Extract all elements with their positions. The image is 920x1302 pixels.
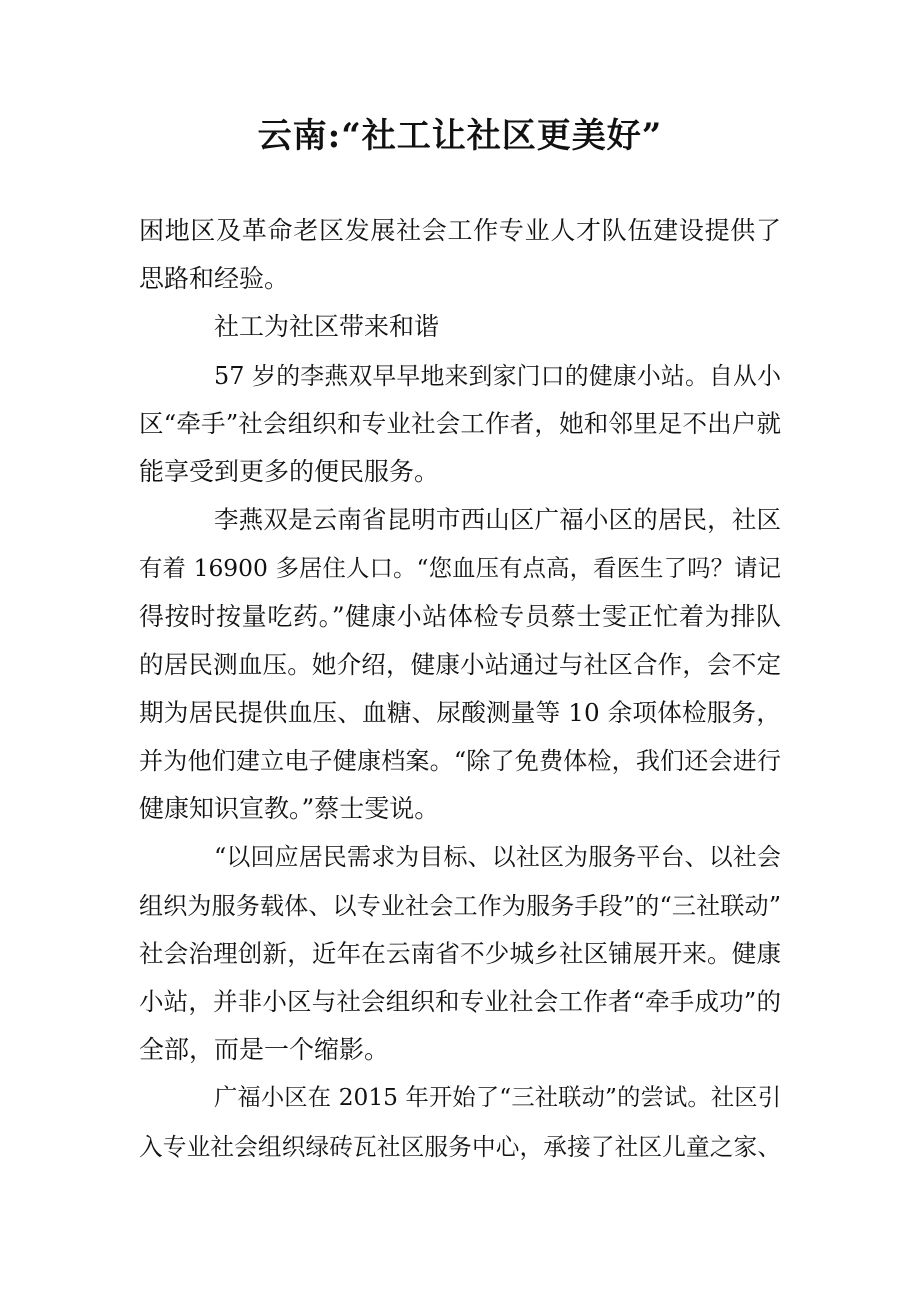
- text-line: 区“牵手”社会组织和专业社会工作者，她和邻里足不出户就: [139, 408, 781, 438]
- text-line: 健康知识宣教。”蔡士雯说。: [139, 794, 440, 824]
- text-line: 广福小区在 2015 年开始了“三社联动”的尝试。社区引: [214, 1084, 781, 1112]
- text-line: 的居民测血压。她介绍，健康小站通过与社区合作，会不定: [139, 649, 781, 679]
- text-line: 困地区及革命老区发展社会工作专业人才队伍建设提供了: [139, 216, 781, 245]
- text-line: 社会治理创新，近年在云南省不少城乡社区铺展开来。健康: [139, 938, 781, 968]
- page-title: 云南:“社工让社区更美好”: [257, 116, 663, 156]
- text-line: 李燕双是云南省昆明市西山区广福小区的居民，社区: [214, 505, 781, 535]
- text-line: 全部，而是一个缩影。: [139, 1035, 390, 1065]
- text-line: 得按时按量吃药。”健康小站体检专员蔡士雯正忙着为排队: [139, 601, 781, 631]
- text-line: 57 岁的李燕双早早地来到家门口的健康小站。自从小: [214, 361, 781, 390]
- text-line: 入专业社会组织绿砖瓦社区服务中心，承接了社区儿童之家、: [139, 1132, 781, 1161]
- text-line: 小站，并非小区与社会组织和专业社会工作者“牵手成功”的: [139, 987, 781, 1016]
- text-line: 期为居民提供血压、血糖、尿酸测量等 10 余项体检服务，: [139, 697, 781, 727]
- text-line: “以回应居民需求为目标、以社区为服务平台、以社会: [214, 843, 781, 872]
- text-line: 思路和经验。: [139, 264, 290, 294]
- text-line: 并为他们建立电子健康档案。“除了免费体检，我们还会进行: [139, 747, 781, 776]
- text-line: 组织为服务载体、以专业社会工作为服务手段”的“三社联动”: [139, 891, 781, 920]
- text-line: 有着 16900 多居住人口。“您血压有点高，看医生了吗？请记: [139, 554, 781, 583]
- text-line: 社工为社区带来和谐: [214, 312, 440, 342]
- text-line: 能享受到更多的便民服务。: [139, 456, 440, 486]
- article-body: [139, 207, 781, 1171]
